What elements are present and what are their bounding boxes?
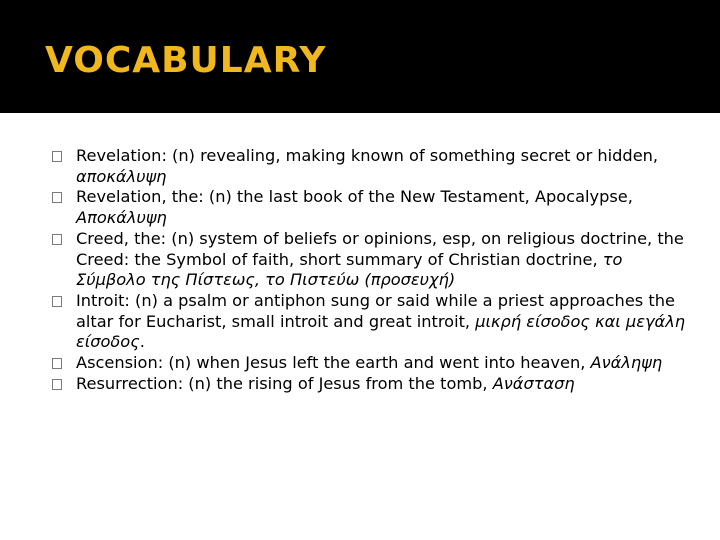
item-greek-term: Ανάσταση [492,373,575,393]
list-item [52,187,692,228]
item-tail: . [139,332,145,352]
item-text: Creed, the: (n) system of beliefs or opinions, esp, on religious doctrine, the Creed: the Symbol of faith, short summary of Christian doctrine, [76,228,684,269]
title-band [0,0,720,113]
item-text: Ascension: (n) when Jesus left the earth and went into heaven, [76,353,591,373]
slide-title: VOCABULARY [45,40,327,81]
item-greek-term: αποκάλυψη [76,166,167,186]
item-text: Resurrection: (n) the rising of Jesus from the tomb, [76,373,493,393]
item-text: Revelation, the: (n) the last book of the New Testament, Apocalypse, [76,187,633,207]
square-bullet-icon [52,379,62,390]
square-bullet-icon [52,151,62,162]
list-item [52,291,692,353]
item-greek-term: μικρή είσοδος και μεγάλη είσοδος [76,311,686,352]
list-item [52,353,692,374]
item-greek-term: Ανάληψη [590,353,663,373]
item-greek-term: το Σύμβολο της Πίστεως, το Πιστεύω (προσευχή) [76,249,623,290]
list-item [52,229,692,291]
list-item [52,146,692,187]
square-bullet-icon [52,296,62,307]
item-text: Introit: (n) a psalm or antiphon sung or said while a priest approaches the altar for Eucharist, small introit and great introit, [76,290,675,331]
square-bullet-icon [52,234,62,245]
square-bullet-icon [52,358,62,369]
item-greek-term: Αποκάλυψη [76,208,167,228]
vocabulary-list [52,146,692,394]
square-bullet-icon [52,192,62,203]
item-text: Revelation: (n) revealing, making known of something secret or hidden, [76,146,659,165]
list-item [52,374,692,395]
